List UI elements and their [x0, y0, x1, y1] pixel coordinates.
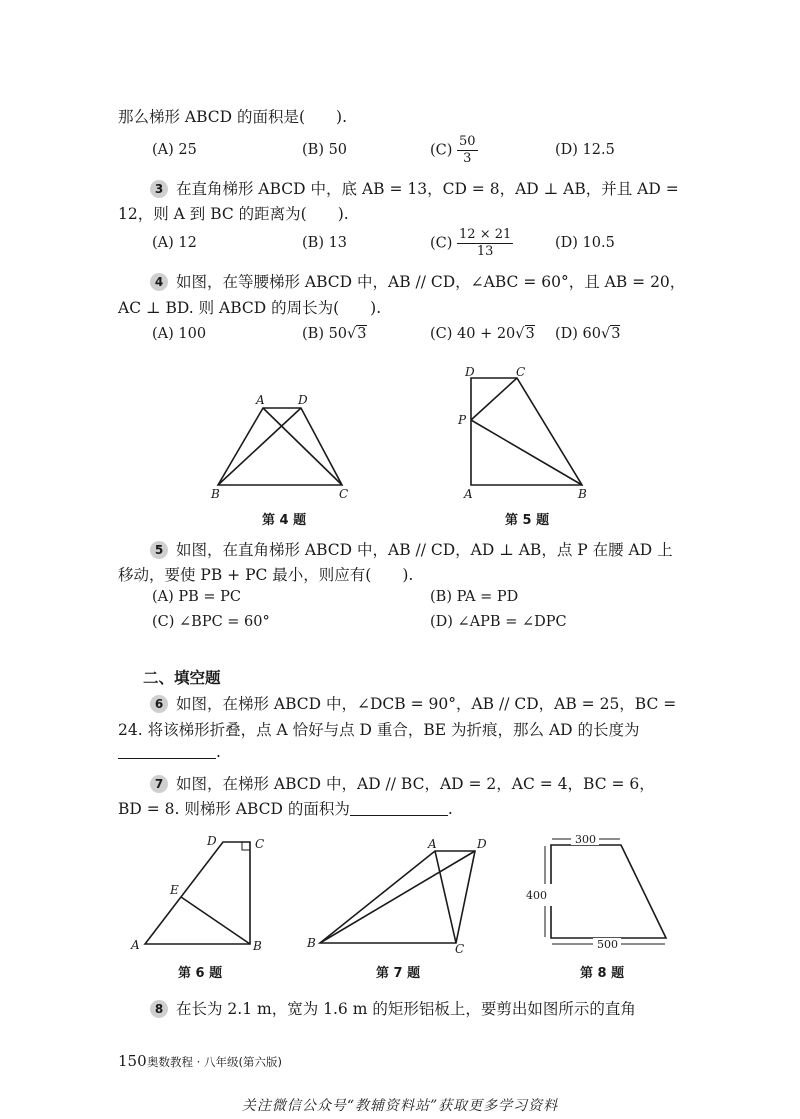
question-number-badge: 8	[150, 1000, 168, 1018]
fig6-label-e: E	[170, 883, 179, 897]
q5-option-d: (D) ∠APB = ∠DPC	[430, 614, 567, 630]
q2-option-c	[430, 134, 478, 167]
figure-7	[303, 836, 498, 956]
question-5-text: 如图，在直角梯形 ABCD 中，AB // CD，AD ⊥ AB，点 P 在腰 AD 上	[176, 541, 673, 559]
fig4-label-d: D	[298, 393, 308, 407]
fig4-label-b: B	[211, 487, 220, 501]
radicand: 3	[611, 326, 621, 342]
sqrt-sign: √	[601, 326, 611, 342]
fig7-label-c: C	[455, 942, 465, 956]
figure-6-caption: 第 6 题	[178, 966, 223, 981]
fig7-label-b: B	[307, 936, 316, 950]
figure-4-caption: 第 4 题	[262, 513, 307, 528]
fig5-segment-pc	[471, 378, 517, 420]
question-5-line-1	[150, 538, 673, 560]
sqrt-sign: √	[347, 326, 357, 342]
fig8-label-400: 400	[526, 889, 547, 902]
q4-option-b	[302, 326, 367, 342]
radicand: 3	[357, 326, 367, 342]
question-7-text-2: BD = 8. 则梯形 ABCD 的面积为	[118, 800, 350, 818]
period: .	[216, 743, 221, 761]
fig4-diagonal-ac	[263, 408, 342, 485]
question-6-line-2: 24. 将该梯形折叠，点 A 恰好与点 D 重合，BE 为折痕，那么 AD 的长度为	[118, 721, 640, 739]
q4-option-d	[555, 326, 620, 342]
question-3-line-2: 12，则 A 到 BC 的距离为( ).	[118, 205, 349, 223]
question-8-line-1	[150, 997, 636, 1019]
q3-option-d: (D) 10.5	[555, 235, 615, 251]
fig6-trapezoid	[145, 842, 250, 944]
question-7-line-1	[150, 772, 655, 794]
fig4-label-c: C	[339, 487, 349, 501]
frac-numerator: 12 × 21	[459, 227, 512, 242]
q3-option-c-fraction	[457, 227, 513, 260]
fig8-label-500: 500	[597, 938, 618, 951]
figure-8-caption: 第 8 题	[580, 966, 625, 981]
fig5-trapezoid	[471, 378, 582, 485]
q2-option-b: (B) 50	[302, 142, 348, 158]
frac-denominator: 13	[476, 244, 494, 259]
fig5-segment-pb	[471, 420, 582, 485]
fig4-diagonal-bd	[218, 408, 301, 485]
question-6-text: 如图，在梯形 ABCD 中，∠DCB = 90°，AB // CD，AB = 25，BC =	[176, 695, 677, 713]
fig5-label-d: D	[465, 365, 475, 379]
question-3-line-1	[150, 177, 679, 199]
sqrt-sign: √	[515, 326, 525, 342]
question-6-line-1	[150, 692, 676, 714]
fig6-label-a: A	[131, 938, 140, 952]
fig5-label-c: C	[516, 365, 526, 379]
question-number-badge: 7	[150, 775, 168, 793]
fig4-label-a: A	[256, 393, 265, 407]
fig6-right-angle-mark	[242, 842, 250, 850]
q4-option-c-text: (C) 40 + 20	[430, 326, 516, 342]
page-number: 150	[118, 1052, 147, 1070]
question-2-continuation: 那么梯形 ABCD 的面积是( ).	[118, 108, 348, 126]
question-number-badge: 3	[150, 180, 168, 198]
fig7-diagonal-bd	[320, 851, 475, 943]
q3-option-b: (B) 13	[302, 235, 348, 251]
watermark-text: 关注微信公众号“教辅资料站”获取更多学习资料	[241, 1098, 559, 1114]
radicand: 3	[525, 326, 535, 342]
book-title: 奥数教程 · 八年级(第六版)	[147, 1055, 282, 1069]
question-8-text: 在长为 2.1 m，宽为 1.6 m 的矩形铝板上，要剪出如图所示的直角	[176, 1000, 636, 1018]
question-number-badge: 5	[150, 541, 168, 559]
fig6-label-b: B	[253, 939, 262, 953]
fig7-label-a: A	[428, 837, 437, 851]
q3-option-c-label: (C)	[430, 235, 453, 252]
question-number-badge: 4	[150, 273, 168, 291]
frac-numerator: 50	[459, 134, 476, 149]
fig8-label-300: 300	[575, 833, 596, 846]
figure-8	[523, 832, 675, 957]
question-6-answer-line	[118, 743, 221, 761]
q2-option-d: (D) 12.5	[555, 142, 615, 158]
answer-blank	[350, 801, 448, 816]
fig7-label-d: D	[477, 837, 487, 851]
figure-7-caption: 第 7 题	[376, 966, 421, 981]
figure-4	[205, 392, 360, 504]
q4-option-a: (A) 100	[152, 326, 207, 342]
question-7-line-2	[118, 797, 453, 819]
period: .	[447, 800, 453, 818]
figure-5	[455, 362, 595, 504]
figure-6	[128, 832, 276, 957]
fig6-label-c: C	[255, 837, 265, 851]
question-4-line-2: AC ⊥ BD. 则 ABCD 的周长为( ).	[118, 299, 382, 317]
q2-option-c-fraction	[457, 134, 478, 167]
fig5-label-a: A	[464, 487, 473, 501]
fig6-label-d: D	[207, 834, 217, 848]
q3-option-a: (A) 12	[152, 235, 197, 251]
fig8-trapezoid	[551, 845, 666, 938]
fig5-label-p: P	[458, 413, 467, 427]
q4-option-d-text: (D) 60	[555, 326, 601, 342]
question-number-badge: 6	[150, 695, 168, 713]
fig6-fold-be	[181, 897, 250, 944]
answer-blank	[118, 744, 216, 759]
q5-option-c: (C) ∠BPC = 60°	[152, 614, 270, 630]
question-3-text: 在直角梯形 ABCD 中，底 AB = 13，CD = 8，AD ⊥ AB，并且 AD =	[176, 180, 679, 198]
section-heading-fill-in: 二、填空题	[143, 669, 221, 687]
question-4-line-1	[150, 270, 685, 292]
q4-option-c	[430, 326, 535, 342]
q5-option-a: (A) PB = PC	[152, 589, 242, 605]
question-5-line-2: 移动，要使 PB + PC 最小，则应有( ).	[118, 566, 414, 584]
q4-option-b-text: (B) 50	[302, 326, 348, 342]
q5-option-b: (B) PA = PD	[430, 589, 519, 605]
fig5-label-b: B	[578, 487, 587, 501]
frac-denominator: 3	[463, 151, 472, 166]
q2-option-c-label: (C)	[430, 142, 453, 159]
question-7-text: 如图，在梯形 ABCD 中，AD // BC，AD = 2，AC = 4，BC = 6，	[176, 775, 655, 793]
question-4-text: 如图，在等腰梯形 ABCD 中，AB // CD，∠ABC = 60°，且 AB = 20，	[176, 273, 686, 291]
figure-5-caption: 第 5 题	[505, 513, 550, 528]
q3-option-c	[430, 227, 513, 260]
fig4-trapezoid	[218, 408, 342, 485]
q2-option-a: (A) 25	[152, 142, 197, 158]
